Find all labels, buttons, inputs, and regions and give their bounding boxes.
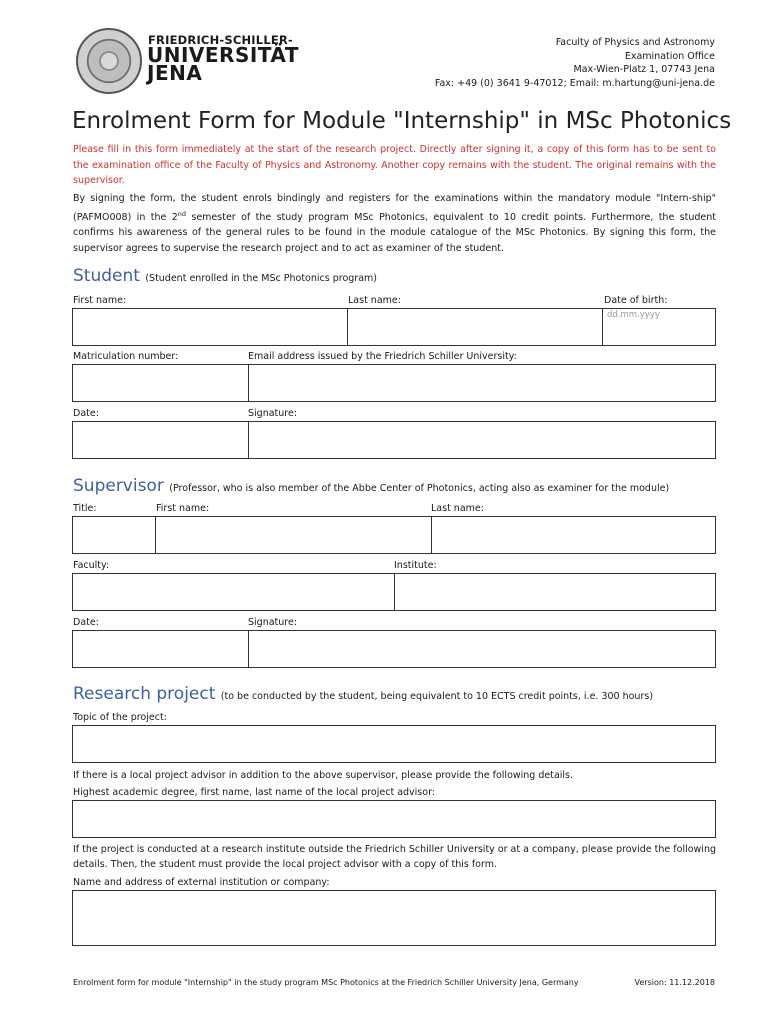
address-line: Faculty of Physics and Astronomy (555, 37, 715, 48)
intro-text-2: semester of the study program MSc Photonics, equivalent to 10 credit points. Furthermore, the student confirms his awareness of the general rules to be found in the module catalogue of the MSc Photonics. By signing this form, the supervisor agrees to supervise the research project and to act as examiner of the student. (73, 211, 716, 254)
footer-text: Enrolment form for module "Internship" in the study program MSc Photonics at the Friedrich Schiller University Jena, Germany (73, 978, 579, 987)
project-section-heading (73, 684, 653, 704)
student-first-name-field[interactable] (72, 308, 348, 346)
student-first-name-label: First name: (73, 295, 127, 306)
supervisor-institute-label: Institute: (394, 560, 437, 571)
supervisor-title-label: Title: (73, 503, 97, 514)
university-name-line1: FRIEDRICH-SCHILLER- (148, 33, 293, 47)
address-line: Max-Wien-Platz 1, 07743 Jena (573, 64, 715, 75)
external-institution-info: If the project is conducted at a research institute outside the Friedrich Schiller University or at a company, please provide the following details. Then, the student must provide the local project advisor with a copy of this form. (73, 844, 716, 870)
supervisor-heading-note: (Professor, who is also member of the Abbe Center of Photonics, acting also as examiner for the module) (169, 483, 670, 494)
student-last-name-label: Last name: (348, 295, 401, 306)
student-date-label: Date: (73, 408, 99, 419)
project-topic-field[interactable] (72, 725, 716, 763)
intro-superscript: nd (177, 209, 186, 218)
local-advisor-info: If there is a local project advisor in addition to the above supervisor, please provide the following details. (73, 770, 574, 781)
office-address (435, 36, 715, 90)
student-email-label: Email address issued by the Friedrich Schiller University: (248, 351, 517, 362)
matriculation-field[interactable] (72, 364, 249, 402)
matriculation-label: Matriculation number: (73, 351, 179, 362)
supervisor-signature-label: Signature: (248, 617, 298, 628)
red-notice: Please fill in this form immediately at the start of the research project. Directly after signing it, a copy of this form has to be sent to the examination office of the Faculty of Physics and Astronomy. Another copy remains with the student. The original remains with the supervisor. (73, 144, 716, 186)
intro-text-1: By signing the form, the student enrols bindingly and registers for the examinations within the mandatory module "Intern-ship" (PAFMO008) in the 2 (73, 193, 716, 223)
university-name-line2: UNIVERSITÄT (147, 43, 299, 67)
student-heading: Student (73, 266, 140, 286)
student-dob-placeholder: dd.mm.yyyy (607, 310, 660, 320)
university-name-line3: JENA (147, 61, 203, 85)
student-last-name-field[interactable] (347, 308, 603, 346)
supervisor-signature-field[interactable] (248, 630, 716, 668)
supervisor-first-name-field[interactable] (155, 516, 432, 554)
supervisor-last-name-field[interactable] (431, 516, 716, 554)
external-institution-label: Name and address of external institution or company: (73, 877, 330, 888)
supervisor-institute-field[interactable] (394, 573, 716, 611)
student-email-field[interactable] (248, 364, 716, 402)
address-line: Fax: +49 (0) 3641 9-47012; Email: m.hartung@uni-jena.de (434, 77, 715, 89)
supervisor-faculty-field[interactable] (72, 573, 395, 611)
university-seal-logo (76, 28, 142, 94)
student-date-field[interactable] (72, 421, 249, 459)
intro-paragraph (73, 191, 716, 256)
student-dob-label: Date of birth: (604, 295, 668, 306)
local-advisor-field[interactable] (72, 800, 716, 838)
footer-version: Version: 11.12.2018 (634, 978, 715, 987)
project-heading-note: (to be conducted by the student, being equivalent to 10 ECTS credit points, i.e. 300 hours) (220, 691, 654, 702)
address-line: Examination Office (624, 50, 715, 62)
supervisor-last-name-label: Last name: (431, 503, 484, 514)
supervisor-title-field[interactable] (72, 516, 156, 554)
supervisor-faculty-label: Faculty: (73, 560, 110, 571)
page-title: Enrolment Form for Module "Internship" in MSc Photonics (72, 108, 732, 134)
project-heading: Research project (73, 684, 216, 704)
student-signature-field[interactable] (248, 421, 716, 459)
supervisor-heading: Supervisor (73, 476, 164, 496)
project-topic-label: Topic of the project: (73, 712, 167, 723)
student-signature-label: Signature: (248, 408, 298, 419)
student-section-heading (73, 266, 377, 286)
student-heading-note: (Student enrolled in the MSc Photonics program) (145, 273, 377, 284)
supervisor-date-field[interactable] (72, 630, 249, 668)
local-advisor-label: Highest academic degree, first name, last name of the local project advisor: (73, 787, 436, 798)
supervisor-section-heading (73, 476, 669, 496)
supervisor-first-name-label: First name: (156, 503, 210, 514)
supervisor-date-label: Date: (73, 617, 99, 628)
external-institution-field[interactable] (72, 890, 716, 946)
